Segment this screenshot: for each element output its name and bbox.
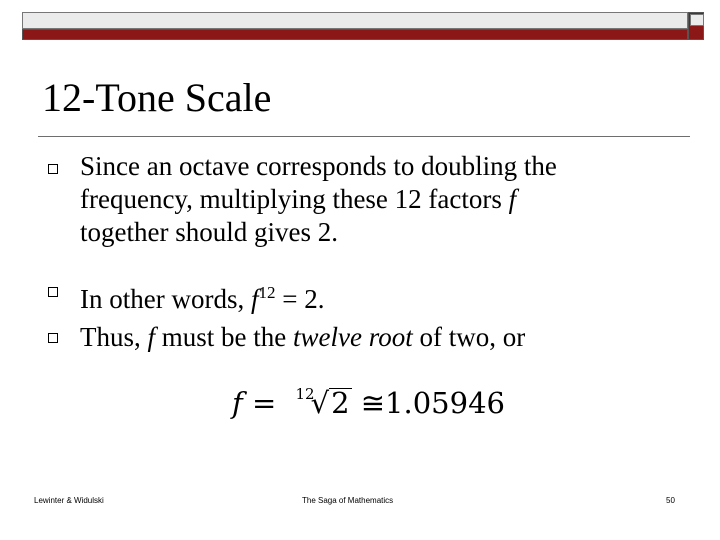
bullet-1-line-2: frequency, multiplying these 12 factors f (80, 184, 517, 214)
bullet-3: Thus, f must be the twelve root of two, or (80, 322, 526, 352)
formula-lhs: f (232, 386, 243, 420)
footer-book-title: The Saga of Mathematics (302, 496, 394, 505)
bullet-3-marker (48, 333, 58, 343)
bullet-2-marker (48, 287, 58, 297)
bullet-1 (80, 150, 557, 249)
bullet-1-line-1: Since an octave corresponds to doubling the (80, 151, 557, 181)
slide-title: 12-Tone Scale (42, 75, 272, 120)
footer-page-number: 50 (666, 496, 675, 505)
slide-header-band (22, 12, 704, 42)
formula-radical-sign: √ (310, 386, 330, 420)
header-band-red (22, 29, 688, 40)
twelfth-root-formula (232, 385, 505, 420)
formula-value: 1.05946 (385, 386, 505, 420)
header-band-square (688, 12, 704, 40)
formula-root-index: 12 (295, 385, 315, 403)
formula-approx: ≅ (360, 386, 386, 420)
title-divider (38, 136, 690, 137)
footer-author: Lewinter & Widulski (34, 496, 104, 505)
bullet-1-marker (48, 164, 58, 174)
header-band-grey (22, 12, 688, 29)
bullet-1-line-3: together should gives 2. (80, 217, 338, 247)
bullet-2: In other words, $f^{12} = 2$. (80, 283, 325, 314)
formula-radicand: 2 (331, 386, 350, 420)
formula-equals: = (251, 386, 277, 420)
